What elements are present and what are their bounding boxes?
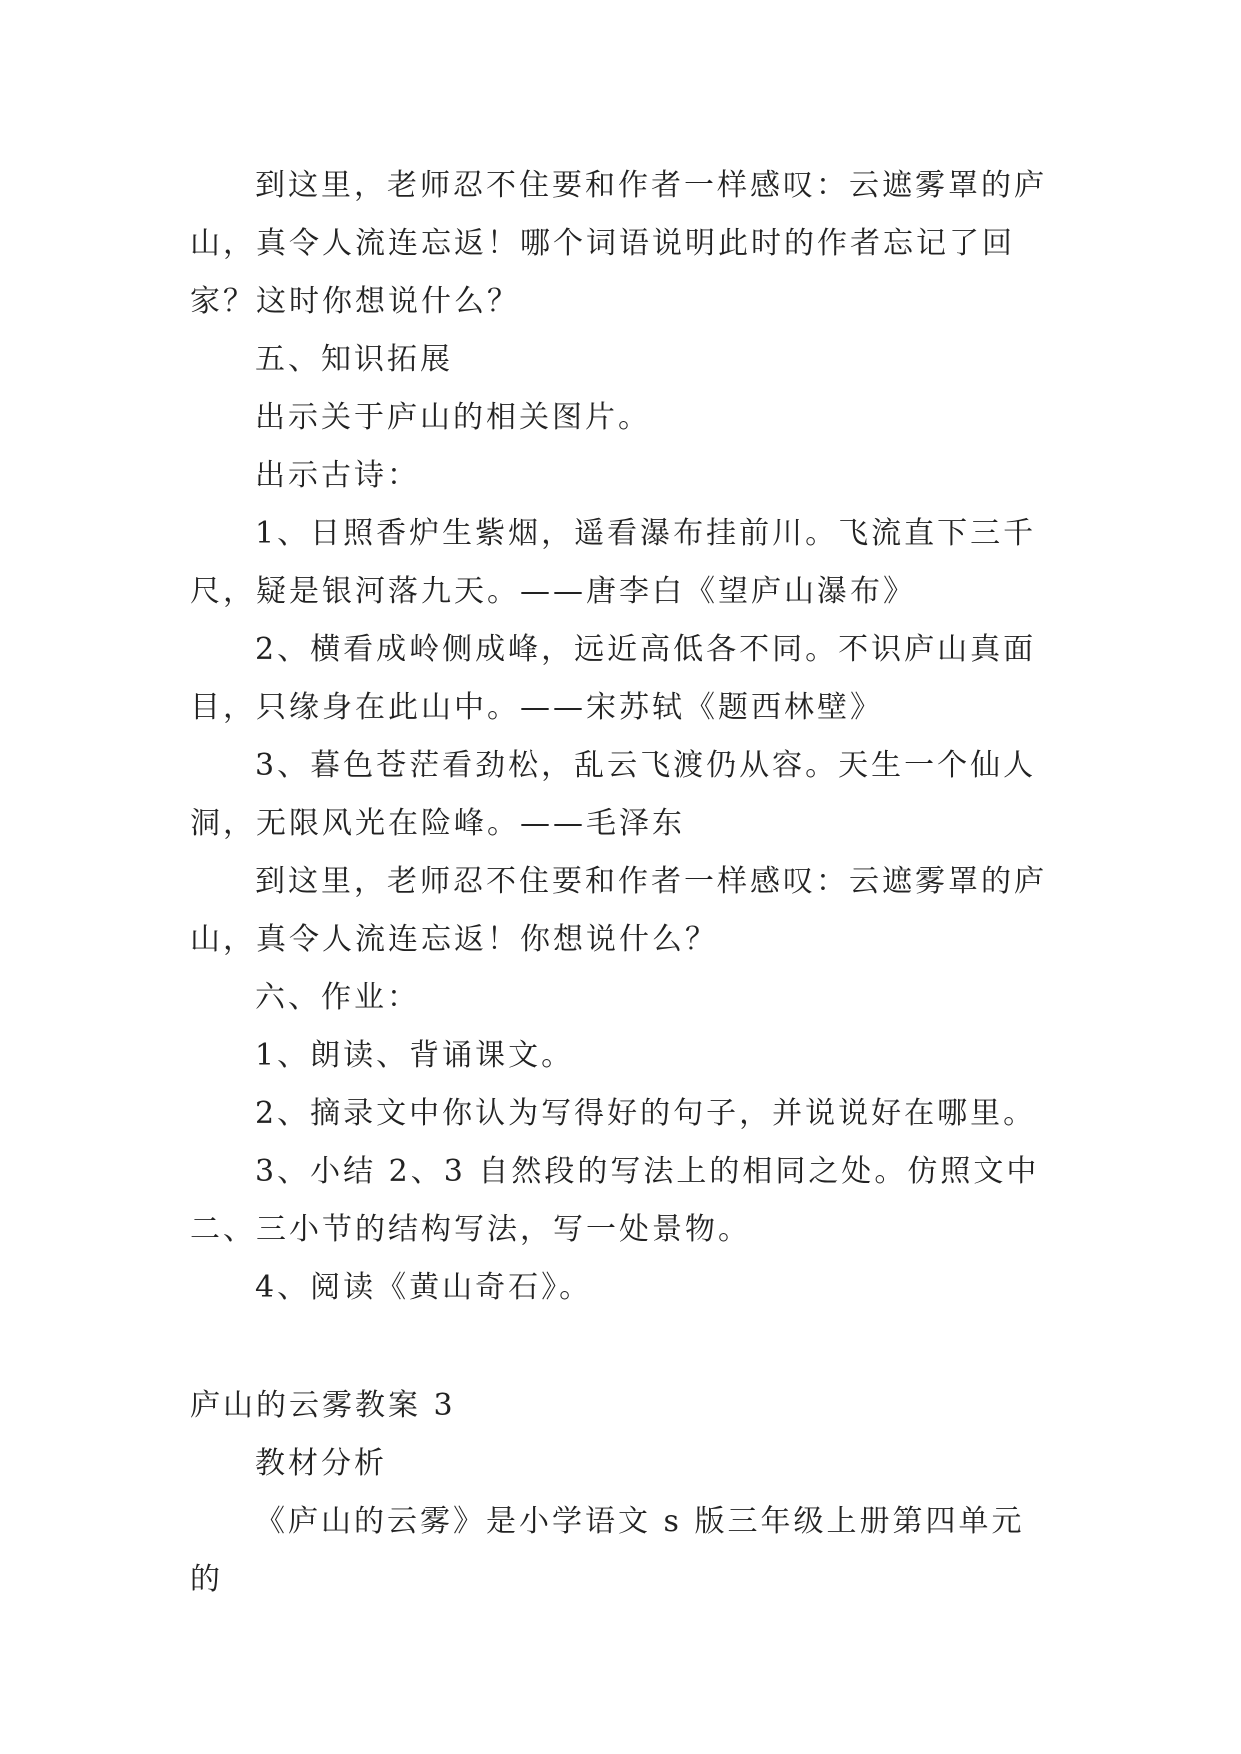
subheading-teaching-material-analysis: 教材分析 bbox=[255, 1446, 387, 1481]
paragraph-conclusion-2: 到这里，老师忍不住要和作者一样感叹：云遮雾罩的庐山，真令人流连忘返！你想说什么？ bbox=[190, 864, 1047, 957]
homework-item-1: 1、朗读、背诵课文。 bbox=[255, 1038, 575, 1073]
section-title: 庐山的云雾教案 3 bbox=[190, 1388, 456, 1423]
homework-item-2: 2、摘录文中你认为写得好的句子，并说说好在哪里。 bbox=[255, 1096, 1037, 1131]
section-heading-knowledge-extension: 五、知识拓展 bbox=[255, 342, 453, 377]
poem-item-2: 2、横看成岭侧成峰，远近高低各不同。不识庐山真面目，只缘身在此山中。——宋苏轼《题西林壁》 bbox=[190, 632, 1037, 725]
poem-item-3: 3、暮色苍茫看劲松，乱云飞渡仍从容。天生一个仙人洞，无限风光在险峰。——毛泽东 bbox=[190, 748, 1037, 841]
document-body bbox=[190, 157, 1056, 1609]
paragraph-show-poems: 出示古诗： bbox=[255, 458, 420, 493]
poem-item-1: 1、日照香炉生紫烟，遥看瀑布挂前川。飞流直下三千尺，疑是银河落九天。——唐李白《望庐山瀑布》 bbox=[190, 516, 1037, 609]
paragraph-material-intro: 《庐山的云雾》是小学语文 s 版三年级上册第四单元的 bbox=[190, 1504, 1025, 1597]
paragraph-show-pictures: 出示关于庐山的相关图片。 bbox=[255, 400, 651, 435]
paragraph-conclusion-1: 到这里，老师忍不住要和作者一样感叹：云遮雾罩的庐山，真令人流连忘返！哪个词语说明此时的作者忘记了回家？这时你想说什么？ bbox=[190, 168, 1047, 319]
homework-item-4: 4、阅读《黄山奇石》。 bbox=[255, 1270, 593, 1305]
homework-item-3: 3、小结 2、3 自然段的写法上的相同之处。仿照文中二、三小节的结构写法，写一处景物。 bbox=[190, 1154, 1040, 1247]
section-spacer bbox=[190, 1317, 1056, 1377]
section-heading-homework: 六、作业： bbox=[255, 980, 420, 1015]
